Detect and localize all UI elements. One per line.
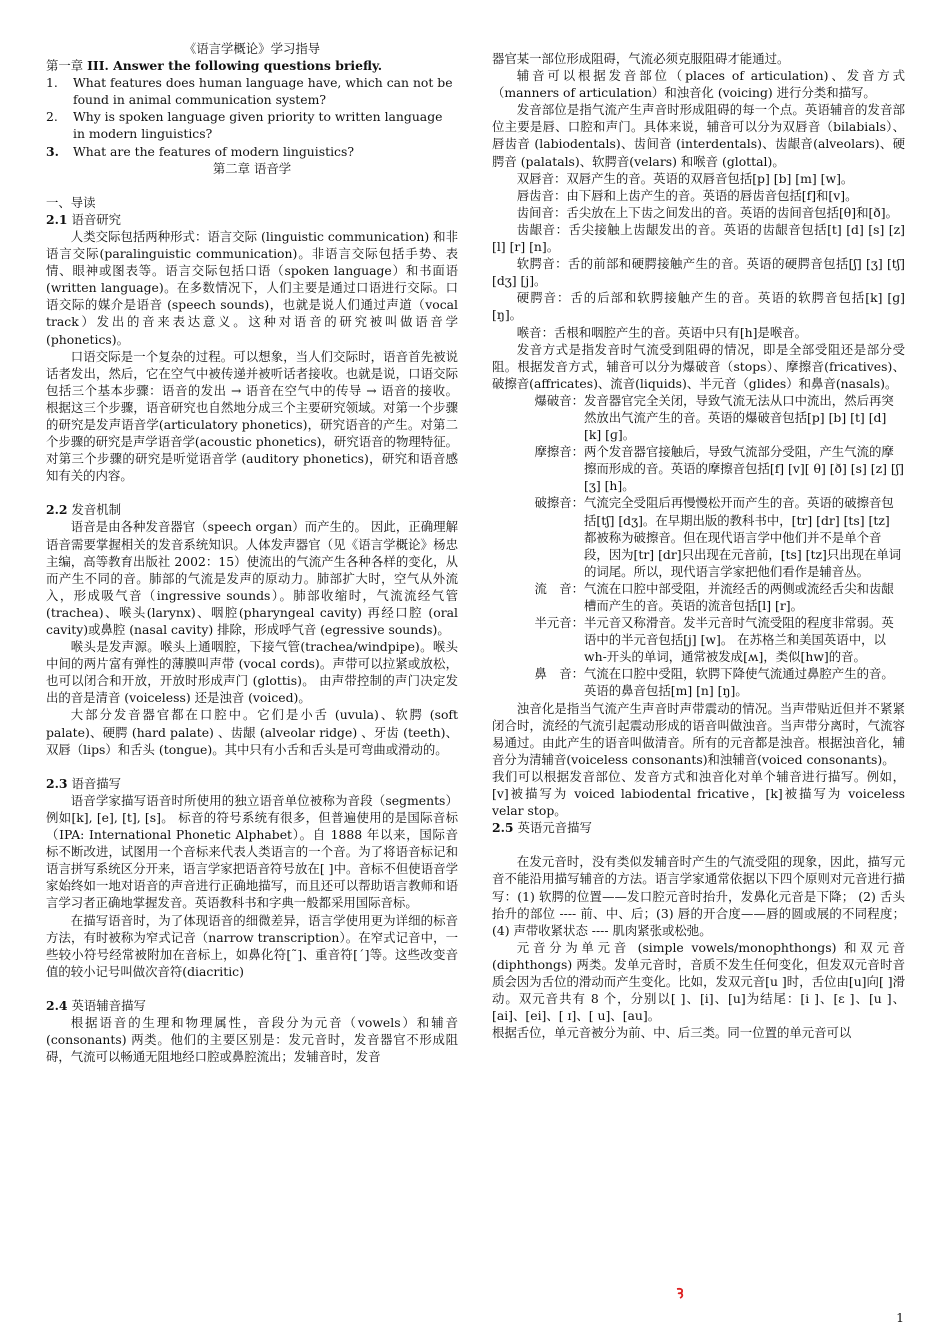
- chapter1-heading: 第一章 III. Answer the following questions briefly.: [46, 58, 383, 74]
- right-column: [492, 50, 905, 1041]
- paragraph: 硬腭音：舌的后部和软腭接触产生的音。英语的软腭音包括[k] [ɡ] [ŋ]。: [492, 290, 905, 323]
- left-column: [46, 40, 458, 1065]
- document-title: 《语言学概论》学习指导: [183, 41, 321, 56]
- paragraph: 喉头是发声源。喉头上通咽腔，下接气管(trachea/windpipe)。喉头中间的两片富有弹性的薄膜叫声带 (vocal cords)。声带可以拉紧或放松，也可以闭合和开放，开放时形成声门 (glottis)。 由声带控制的声门决定发出的音是清音 (voiceless) 还是浊音 (voiced)。: [46, 639, 458, 706]
- page-number: 1: [896, 1310, 904, 1325]
- section-2-4-heading: 2.4 英语辅音描写: [46, 997, 146, 1013]
- manner-definition-list: [492, 392, 905, 700]
- paragraph: 辅音可以根据发音部位（places of articulation)、发音方式（manners of articulation）和浊音化 (voicing) 进行分类和描写。: [492, 68, 905, 101]
- question-item: 1. What features does human language have, which can not be found in animal communication system?: [46, 75, 453, 108]
- paragraph: 双唇音：双唇产生的音。英语的双唇音包括[p] [b] [m] [w]。: [516, 170, 854, 186]
- section-2-5-heading: 2.5 英语元音描写: [492, 820, 592, 836]
- chapter1-instruction: III. Answer the following questions briefly.: [87, 58, 383, 74]
- paragraph: 大部分发音器官都在口腔中。它们是小舌 (uvula)、软腭 (soft palate)、硬腭 (hard palate) 、齿龈 (alveolar ridge) 、牙齿 (teeth)、双唇（lips）和舌头 (tongue)。其中只有小舌和舌头是可弯曲或滑动的。: [46, 707, 458, 757]
- paragraph: 齿龈音：舌尖接触上齿龈发出的音。英语的齿龈音包括[t] [d] [s] [z] [l] [r] [n]。: [492, 221, 905, 255]
- paragraph: 在描写语音时，为了体现语音的细微差异，语言学使用更为详细的标音方法，有时被称为窄式记音（narrow transcription）。在窄式记音中，一些较小符号经常被附加在音标上，如鼻化符[˜]、重音符[ˊ]等。这些改变音值的较小记号叫做次音符(diacritic): [46, 912, 458, 979]
- paragraph: 口语交际是一个复杂的过程。可以想象，当人们交际时，语音首先被说话者发出，然后，它在空气中被传递并被听话者接收。也就是说，口语交际包括三个基本步骤：语音的发出 → 语音在空气中的传导 → 语音的接收。 根据这三个步骤，语音研究也自然地分成三个主要研究领域。对第一个步骤的研究是发声语音学(articulatory phonetics)，研究语音的产生。对第二个步骤的研究是声学语音学(acoustic phonetics)，研究语音的物理特征。对第三个步骤的研究是听觉语音学 (auditory phonetics)，研究和语音感知有关的内容。: [46, 348, 458, 484]
- paragraph: 软腭音：舌的前部和硬腭接触产生的音。英语的硬腭音包括[ʃ] [ʒ] [tʃ] [dʒ] [j]。: [492, 256, 905, 289]
- section-2-2-heading: 2.2 发音机制: [46, 502, 122, 518]
- paragraph: 根据舌位，单元音被分为前、中、后三类。同一位置的单元音可以: [492, 1025, 852, 1041]
- paragraph: 根据语音的生理和物理属性，音段分为元音（vowels）和辅音 (consonants) 两类。他们的主要区别是：发元音时，发音器官不形成阻碍，气流可以畅通无阻地经口腔或鼻腔流出；发辅音时，发音: [46, 1014, 458, 1065]
- paragraph: 人类交际包括两种形式：语言交际 (linguistic communication) 和非语言交际(paralinguistic communication)。非语言交际包括手势、表情、眼神或图表等。语言交际包括口语（spoken language）和书面语 (written language)。在多数情况下，人们主要是通过口语进行交际。口语交际的媒介是语音 (speech sounds)，也就是说人们通过声道（vocal track）发出的音来表达意义。这种对语音的研究被叫做语音学 (phonetics)。: [46, 228, 458, 347]
- paragraph: 浊音化是指当气流产生声音时声带震动的情况。当声带贴近但并不紧紧闭合时，流经的气流引起震动形成的语音叫做浊音。当声带分离时，气流容易通过。由此产生的语音叫做清音。所有的元音都是浊音。根据浊音化，辅音分为清辅音(voiceless consonants)和浊辅音(voiced consonants)。: [492, 700, 905, 767]
- paragraph: 语音学家描写语音时所使用的独立语音单位被称为音段（segments） 例如[k], [e], [t], [s]。 标音的符号系统有很多，但普遍使用的是国际音标（IPA: International Phonetic Alphabet）。自 1888 年以来，国际音标不断改进，试图用一个音标来代表人类语言的一个音。为了将语音标记和语言拼写系统区分开来，语言学家把语音符号放在[ ]中。音标不但使语音学家始终如一地对语音的声音进行正确地描写，而且还可以帮助语言教师和语言学习者正确地掌握发音。英语教科书和字典一般都采用国际音标。: [46, 792, 458, 911]
- paragraph: 语音是由各种发音器官（speech organ）而产生的。 因此，正确理解语音需要掌握相关的发音系统知识。人体发声器官（见《语言学概论》杨忠 主编，高等教育出版社 2002：15）使流出的气流产生各种各样的变化，从而产生不同的音。肺部的气流是发声的原动力。肺部扩大时，空气从外流入，形成吸气音（ingressive sounds）。肺部收缩时，气流流经气管(trachea)、喉头(larynx)、咽腔(pharyngeal cavity) 再经口腔 (oral cavity)或鼻腔 (nasal cavity) 排除，形成呼气音 (egressive sounds)。: [46, 519, 458, 637]
- definition-item: 半元音： 半元音又称滑音。发半元音时气流受阻的程度非常弱。英语中的半元音包括[j] [w]。 在苏格兰和美国英语中，以 wh-开头的单词，通常被发成[ʍ]，类似[hw]的音。: [534, 615, 894, 665]
- paragraph: 我们可以根据发音部位、发音方式和浊音化对单个辅音进行描写。例如，[v]被描写为 voiced labiodental fricative，[k]被描写为 voiceless velar stop。: [492, 768, 905, 819]
- paragraph: 元音分为单元音 (simple vowels/monophthongs) 和双元音 (diphthongs) 两类。发单元音时，音质不发生任何变化，但发双元音时音质会因为舌位的滑动而产生变化。比如，发双元音[u ]时，舌位由[u]向[ ]滑动。双元音共有 8 个，分别以[ ]、[i]、[u]为结尾：[i ]、[ɛ ]、[u ]、[ai]、[ei]、[ ɪ]、[ u]、[au]。: [492, 939, 905, 1024]
- paragraph: 在发元音时，没有类似发辅音时产生的气流受阻的现象，因此，描写元音不能沿用描写辅音的方法。语言学家通常依据以下四个原则对元音进行描写：(1) 软腭的位置——发口腔元音时抬升，发鼻化元音是下降； (2) 舌头抬升的部位 ---- 前、中、后；(3) 唇的开合度——唇的圆或展的不同程度；(4) 声带收紧状态 ---- 肌肉紧张或松弛。: [492, 854, 905, 938]
- paragraph: 发音方式是指发音时气流受到阻碍的情况，即是全部受阻还是部分受阻。根据发音方式，辅音可以分为爆破音（stops）、摩擦音(fricatives)、破擦音(affricates)、流音(liquids)、半元音（glides）和鼻音(nasals)。: [492, 341, 905, 391]
- question-item: 2. Why is spoken language given priority to written language in modern linguistics?: [46, 109, 443, 142]
- section-2-1-heading: 2.1 语音研究: [46, 211, 122, 227]
- chapter2-title: 第二章 语音学: [212, 160, 292, 176]
- paragraph: 发音部位是指气流产生声音时形成阻碍的每一个点。英语辅音的发音部位主要是唇、口腔和声门。具体来说，辅音可以分为双唇音（bilabials）、唇齿音 (labiodentals)、齿间音 (interdentals)、齿龈音(alveolars)、硬腭音 (palatals)、软腭音(velars) 和喉音 (glottal)。: [492, 102, 905, 169]
- paragraph: 齿间音：舌尖放在上下齿之间发出的音。英语的齿间音包括[θ]和[ð]。: [516, 204, 898, 220]
- definition-item: 爆破音： 发音器官完全关闭，导致气流无法从口中流出，然后再突然放出气流产生的音。英语的爆破音包括[p] [b] [t] [d] [k] [ɡ]。: [534, 392, 894, 443]
- paragraph: 喉音：舌根和咽腔产生的音。英语中只有[h]是喉音。: [516, 324, 808, 340]
- definition-item: 破擦音： 气流完全受阻后再慢慢松开而产生的音。英语的破擦音包括[tʃ] [dʒ]。在早期出版的教科书中，[tr] [dr] [ts] [tz] 都被称为破擦音。但在现代语言学中他们并不是单个音段，因为[tr] [dr]只出现在元音前，[ts] [tz]只出现在单词的词尾。所以，现代语言学家把他们看作是辅音丛。: [534, 495, 902, 579]
- section-2-3-heading: 2.3 语音描写: [46, 775, 122, 791]
- definition-item: 摩擦音： 两个发音器官接触后，导致气流部分受阻，产生气流的摩擦而形成的音。英语的摩擦音包括[f] [v][ θ] [ð] [s] [z] [ʃ] [ʒ] [h]。: [534, 444, 904, 494]
- paragraph: 器官某一部位形成阻碍，气流必须克服阻碍才能通过。: [492, 51, 790, 66]
- definition-item: 流 音： 气流在口腔中部受阻，并流经舌的两侧或流经舌尖和齿龈槽而产生的音。英语的流音包括[l] [r]。: [534, 580, 894, 613]
- paragraph: 唇齿音：由下唇和上齿产生的音。英语的唇齿音包括[f]和[v]。: [516, 187, 858, 203]
- red-cursor-icon: [675, 1287, 685, 1299]
- question-item: 3. What are the features of modern linguistics?: [46, 143, 354, 159]
- question-list: [46, 74, 458, 159]
- definition-item: 鼻 音： 气流在口腔中受阻，软腭下降使气流通过鼻腔产生的音。英语的鼻音包括[m] [n] [ŋ]。: [534, 666, 894, 699]
- intro-heading: 一、导读: [46, 194, 96, 210]
